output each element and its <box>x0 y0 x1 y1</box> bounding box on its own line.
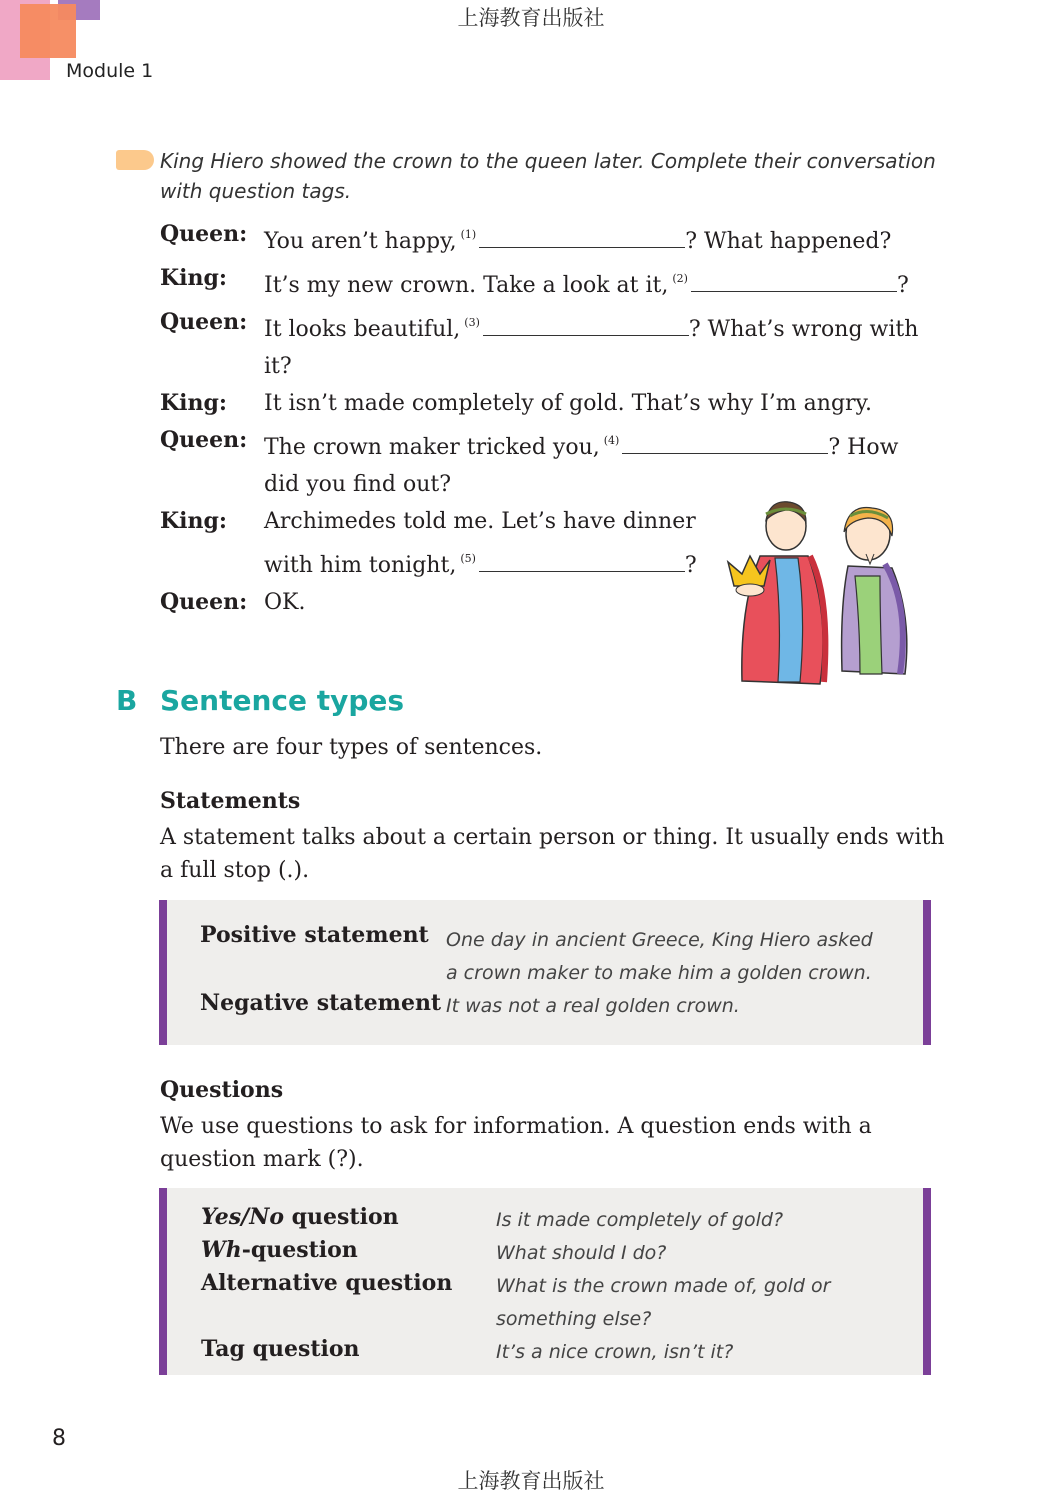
dialogue-line <box>160 385 920 422</box>
questions-description: We use questions to ask for information. A question ends with a question mark (?). <box>160 1114 872 1172</box>
line-text-after: ? <box>684 553 697 578</box>
line-text: It isn’t made completely of gold. That’s why I’m angry. <box>264 391 873 416</box>
statement-example: It was not a real golden crown. <box>446 995 740 1017</box>
label-rest: Alternative question <box>201 1270 453 1296</box>
blank-number: (3) <box>464 316 480 329</box>
line-text-after: ? What happened? <box>685 229 892 254</box>
statements-heading: Statements <box>160 788 301 814</box>
speaker: Queen: <box>160 309 248 335</box>
line-text-continued: it? <box>264 354 292 379</box>
dialogue-line <box>160 260 920 304</box>
label-italic: Wh <box>201 1237 242 1263</box>
publisher-footer: 上海教育出版社 <box>457 1469 605 1493</box>
label-italic: Yes/No <box>201 1204 284 1230</box>
line-text: It’s my new crown. Take a look at it, <box>264 273 669 298</box>
instruction-marker <box>116 150 154 170</box>
king-queen-illustration <box>720 496 920 686</box>
answer-blank-4[interactable] <box>622 429 828 454</box>
answer-blank-2[interactable] <box>691 267 897 292</box>
king-figure <box>728 502 825 684</box>
label-rest: Tag question <box>201 1336 360 1362</box>
blank-number: (2) <box>672 272 688 285</box>
line-text: You aren’t happy, <box>264 229 457 254</box>
line-text-after: ? How <box>828 435 899 460</box>
line-text: Archimedes told me. Let’s have dinner <box>264 509 696 534</box>
section-intro: There are four types of sentences. <box>160 735 543 760</box>
line-text-continued: did you find out? <box>264 472 451 497</box>
line-text-after: ? What’s wrong with <box>688 317 919 342</box>
speaker: Queen: <box>160 221 248 247</box>
line-text: OK. <box>264 590 306 615</box>
question-type-label <box>201 1270 452 1296</box>
line-text: It looks beautiful, <box>264 317 461 342</box>
statement-type-label: Positive statement <box>200 922 429 948</box>
dialogue-line <box>160 216 920 260</box>
queen-figure <box>842 508 907 675</box>
section-title: Sentence types <box>160 684 405 717</box>
question-type-label <box>201 1336 360 1362</box>
dialogue-line <box>160 304 920 385</box>
statement-row <box>200 990 441 1016</box>
speaker: King: <box>160 265 227 291</box>
statements-description: A statement talks about a certain person or thing. It usually ends with a full stop (.). <box>160 825 945 883</box>
module-label: Module 1 <box>66 60 154 82</box>
statements-box <box>159 900 931 1045</box>
question-type-label <box>201 1204 399 1230</box>
question-example: What is the crown made of, gold or something else? <box>496 1275 831 1330</box>
question-example: What should I do? <box>496 1242 667 1264</box>
dialogue-line <box>160 422 920 503</box>
blank-number: (1) <box>460 228 477 241</box>
questions-heading: Questions <box>160 1077 284 1103</box>
line-text-continued: with him tonight, <box>264 553 457 578</box>
blank-number: (4) <box>603 434 620 447</box>
section-letter: B <box>116 684 138 717</box>
page-number: 8 <box>52 1426 66 1451</box>
statement-type-label: Negative statement <box>200 990 442 1016</box>
statement-row <box>200 922 429 948</box>
label-rest: question <box>284 1204 399 1230</box>
question-example: Is it made completely of gold? <box>496 1209 784 1231</box>
blank-number: (5) <box>460 552 476 565</box>
publisher-header: 上海教育出版社 <box>457 6 605 30</box>
label-rest: -question <box>241 1237 358 1263</box>
speaker: Queen: <box>160 427 248 453</box>
answer-blank-1[interactable] <box>479 223 685 248</box>
answer-blank-3[interactable] <box>483 311 689 336</box>
questions-box <box>159 1188 931 1375</box>
statement-example: One day in ancient Greece, King Hiero asked a crown maker to make him a golden crown. <box>446 929 873 984</box>
question-example: It’s a nice crown, isn’t it? <box>496 1341 734 1363</box>
exercise-instruction: King Hiero showed the crown to the queen later. Complete their conversation with question tags. <box>160 149 936 203</box>
question-type-label <box>201 1237 358 1263</box>
speaker: King: <box>160 508 227 534</box>
speaker: Queen: <box>160 589 248 615</box>
speaker: King: <box>160 390 227 416</box>
answer-blank-5[interactable] <box>479 547 685 572</box>
line-text-after: ? <box>896 273 909 298</box>
line-text: The crown maker tricked you, <box>264 435 600 460</box>
